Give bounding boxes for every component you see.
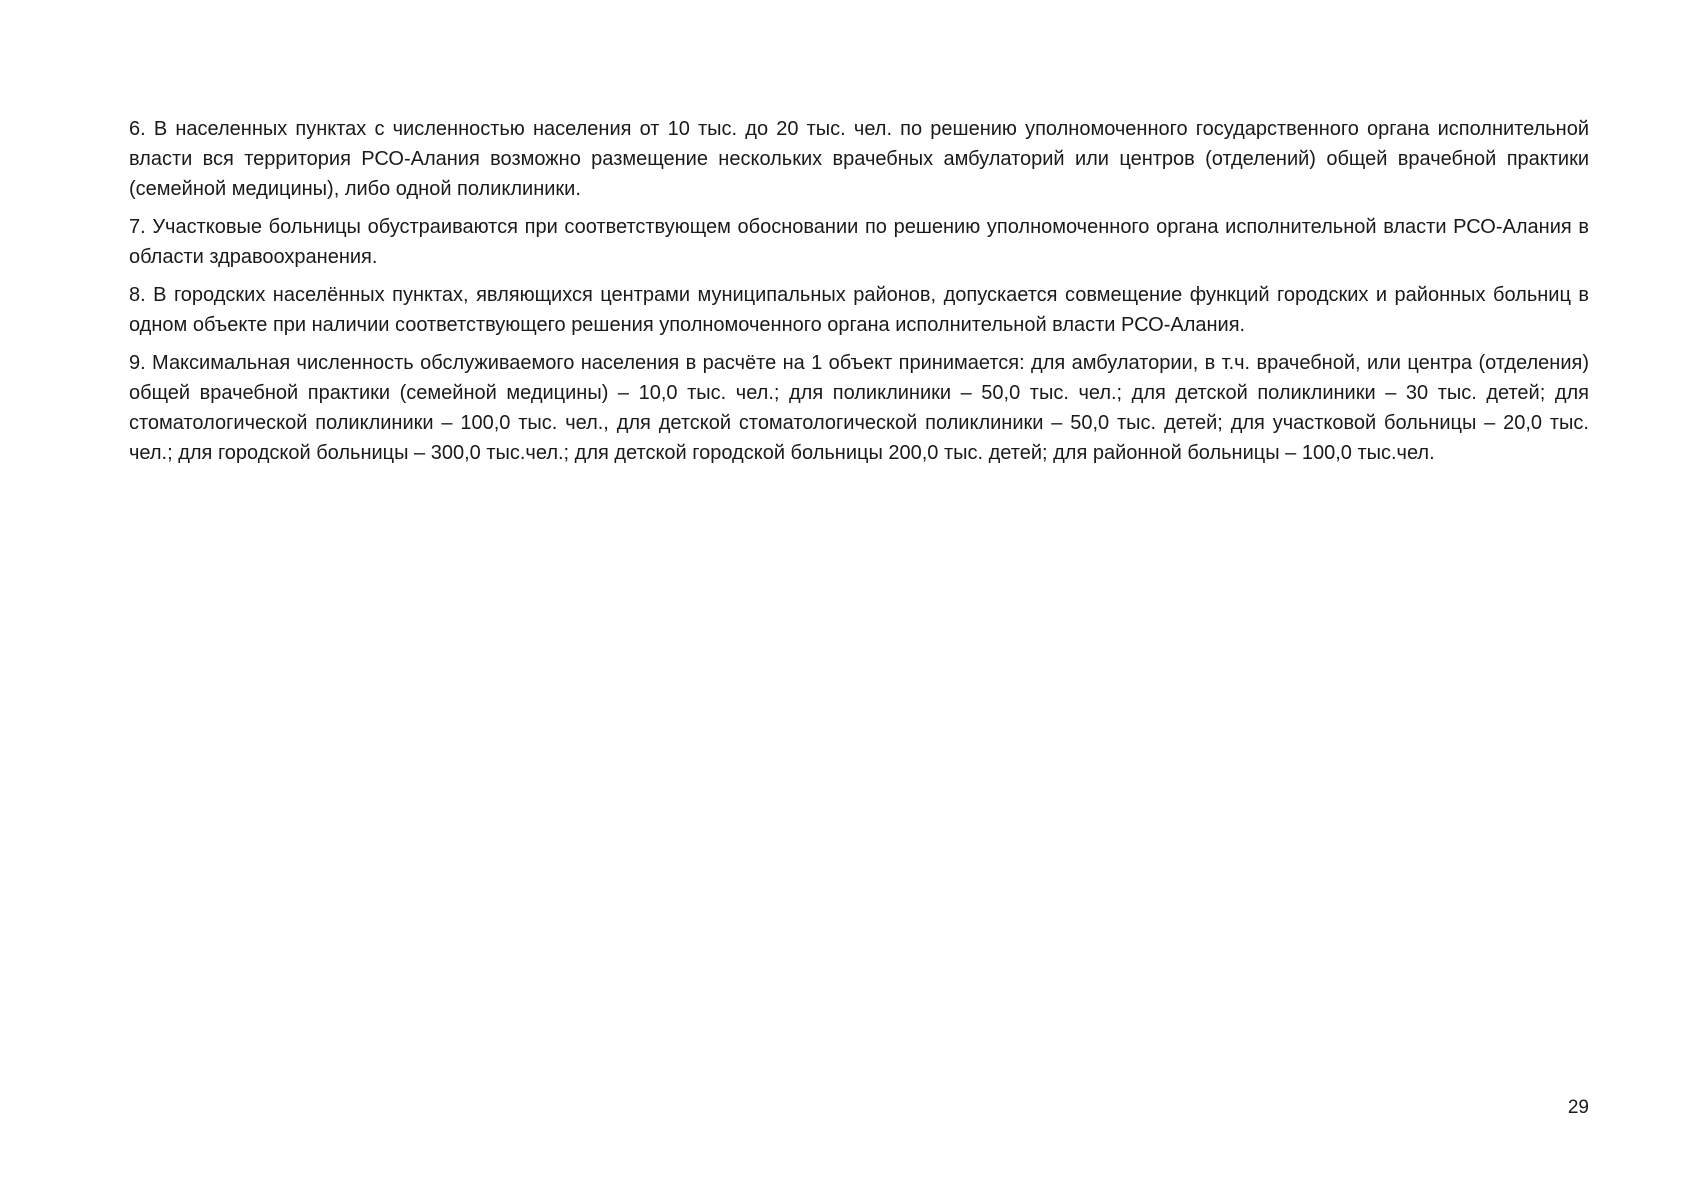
paragraph-6: 6. В населенных пунктах с численностью населения от 10 тыс. до 20 тыс. чел. по решению уполномоченного государственного органа исполнительной власти вся территория РСО-Алания возможно размещение нескольких врачебных амбулаторий или центров (отделений) общей врачебной практики (семейной медицины), либо одной поликлиники. — [129, 118, 1589, 200]
paragraph-7: 7. Участковые больницы обустраиваются при соответствующем обосновании по решению уполномоченного органа исполнительной власти РСО-Алания в области здравоохранения. — [129, 216, 1589, 268]
paragraph-8: 8. В городских населённых пунктах, являющихся центрами муниципальных районов, допускается совмещение функций городских и районных больниц в одном объекте при наличии соответствующего решения уполномоченного органа исполнительной власти РСО-Алания. — [129, 284, 1589, 336]
page-number: 29 — [1567, 1097, 1589, 1118]
document-body — [129, 114, 1589, 476]
paragraph-9: 9. Максимальная численность обслуживаемого населения в расчёте на 1 объект принимается: для амбулатории, в т.ч. врачебной, или центра (отделения) общей врачебной практики (семейной медицины) – 10,0 тыс. чел.; для поликлиники – 50,0 тыс. чел.; для детской поликлиники – 30 тыс. детей; для стоматологической поликлиники – 100,0 тыс. чел., для детской стоматологической поликлиники – 50,0 тыс. детей; для участковой больницы – 20,0 тыс. чел.; для городской больницы – 300,0 тыс.чел.; для детской городской больницы 200,0 тыс. детей; для районной больницы – 100,0 тыс.чел. — [129, 352, 1589, 464]
